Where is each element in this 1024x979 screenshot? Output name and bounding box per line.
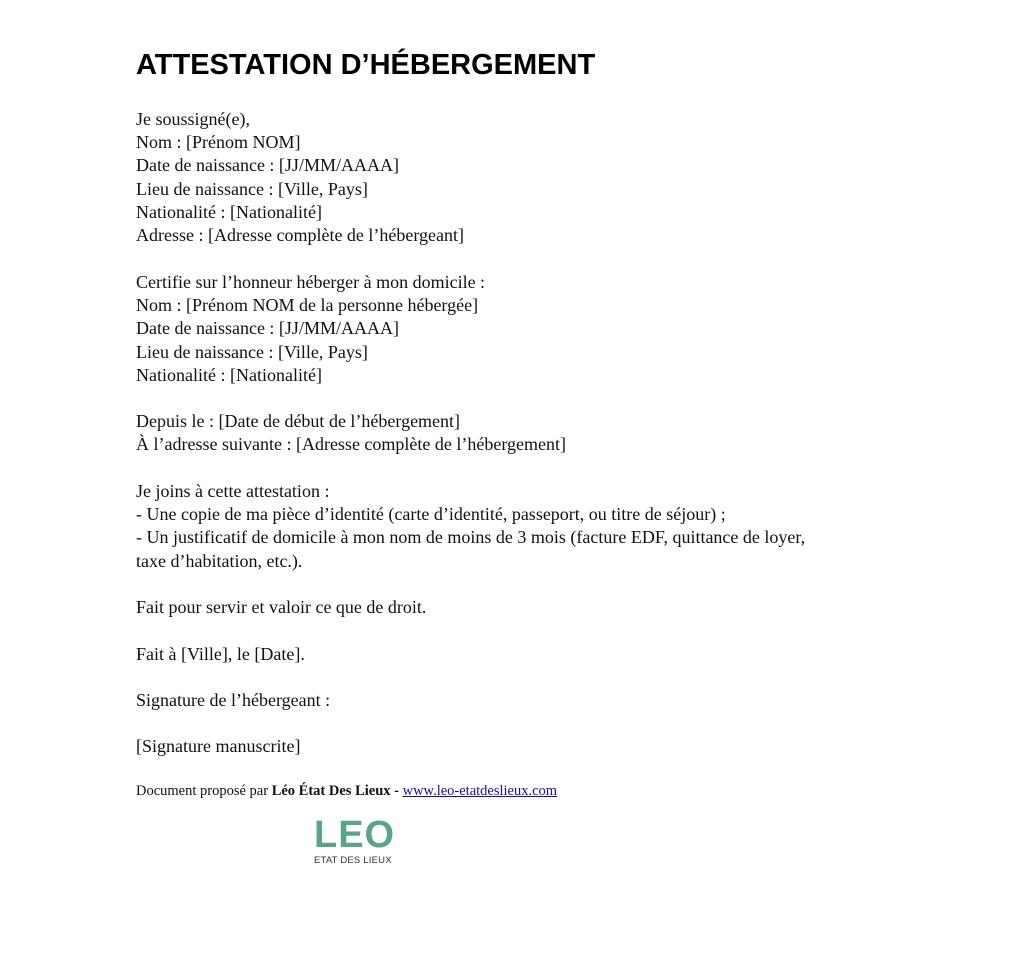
lodging-period-block: [136, 410, 566, 456]
host-birth-place: Lieu de naissance : [Ville, Pays]: [136, 178, 368, 199]
guest-birth-place: Lieu de naissance : [Ville, Pays]: [136, 341, 368, 362]
signature-label: Signature de l’hébergeant :: [136, 690, 331, 710]
host-identity-block: [136, 108, 464, 247]
closing-statement: Fait pour servir et valoir ce que de droit.: [136, 597, 427, 617]
footer-credit: [136, 781, 557, 801]
guest-birth-date: Date de naissance : [JJ/MM/AAAA]: [136, 318, 399, 339]
attachments-intro: Je joins à cette attestation :: [136, 481, 330, 501]
host-name: Nom : [Prénom NOM]: [136, 132, 301, 153]
footer-prefix: Document proposé par: [136, 783, 272, 799]
leo-logo: [314, 816, 424, 866]
host-birth-date: Date de naissance : [JJ/MM/AAAA]: [136, 155, 399, 176]
footer-brand: Léo État Des Lieux -: [271, 783, 399, 799]
host-nationality: Nationalité : [Nationalité]: [136, 201, 322, 222]
attachments-block: [136, 480, 836, 573]
footer-website-link[interactable]: www.leo-etatdeslieux.com: [402, 783, 558, 799]
guest-intro: Certifie sur l’honneur héberger à mon domicile :: [136, 272, 486, 292]
logo-wordmark: LEO: [314, 814, 396, 856]
lodging-address: À l’adresse suivante : [Adresse complète de l’hébergement]: [136, 434, 567, 455]
guest-identity-block: [136, 271, 485, 387]
host-intro: Je soussigné(e),: [136, 109, 250, 129]
attachment-item: - Un justificatif de domicile à mon nom de moins de 3 mois (facture EDF, quittance de loyer, taxe d’habitation, etc.).: [136, 527, 806, 571]
place-and-date: Fait à [Ville], le [Date].: [136, 644, 305, 664]
document-title: ATTESTATION D’HÉBERGEMENT: [136, 49, 596, 81]
lodging-start-date: Depuis le : [Date de début de l’hébergement]: [136, 411, 461, 431]
attachment-item: - Une copie de ma pièce d’identité (carte d’identité, passeport, ou titre de séjour) ;: [136, 504, 726, 525]
host-address: Adresse : [Adresse complète de l’hébergeant]: [136, 225, 465, 246]
logo-subtitle: ETAT DES LIEUX: [314, 855, 392, 866]
guest-name: Nom : [Prénom NOM de la personne hébergée]: [136, 295, 479, 316]
signature-placeholder: [Signature manuscrite]: [136, 736, 301, 756]
guest-nationality: Nationalité : [Nationalité]: [136, 364, 322, 385]
